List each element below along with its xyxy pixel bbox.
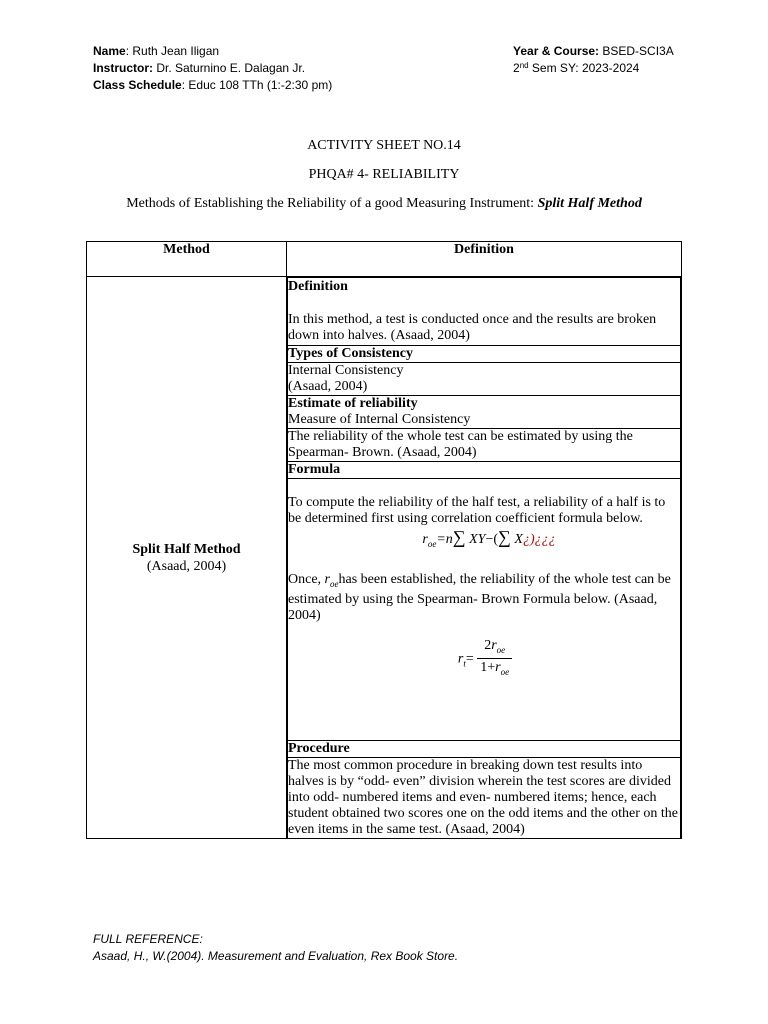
schedule-line: Class Schedule: Educ 108 TTh (1:-2:30 pm) <box>93 78 333 92</box>
method-table <box>86 241 682 839</box>
formula-intro: To compute the reliability of the half test, a reliability of a half is to be determined first using correlation coefficient formula below. <box>288 495 666 526</box>
full-reference <box>93 931 458 965</box>
activity-title: ACTIVITY SHEET NO.14 <box>307 138 461 153</box>
definition-details <box>287 277 681 838</box>
definition-heading: Definition <box>288 279 348 294</box>
table-header-row <box>87 242 682 277</box>
table-row <box>87 277 682 839</box>
spearman-brown-formula: $r_t=$ $\frac{2r_{oe}}{1+r_{oe}}$ <box>288 638 680 681</box>
column-header-method: Method <box>87 242 287 277</box>
types-value: Internal Consistency <box>288 363 404 378</box>
estimate-section <box>288 396 681 429</box>
method-cell <box>87 277 287 839</box>
definition-text: In this method, a test is conducted once and the results are broken down into halves. (Asaad, 2004) <box>288 312 657 343</box>
types-heading: Types of Consistency <box>288 346 681 363</box>
procedure-heading: Procedure <box>288 741 681 758</box>
procedure-text: The most common procedure in breaking down test results into halves is by “odd- even” division wherein the test scores are divided into odd- numbered items and even- numbered items; hence, each student obtained two scores one on the odd items and the other on the even items in the same test. (Asaad, 2004) <box>288 758 681 839</box>
types-citation: (Asaad, 2004) <box>288 379 368 394</box>
instructor-line: Instructor: Dr. Saturnino E. Dalagan Jr. <box>93 61 306 75</box>
spearman-brown-intro: Once, $r_{oe}has$ been established, the reliability of the whole test can be estimated by using the Spearman- Brown Formula below. (Asaad, 2004) <box>288 571 671 623</box>
column-header-definition: Definition <box>287 242 682 277</box>
types-section <box>288 363 681 396</box>
student-info <box>93 43 332 94</box>
name-line: Name: Ruth Jean Iligan <box>93 44 220 58</box>
year-course-line: Year & Course: BSED-SCI3A <box>513 44 674 58</box>
correlation-formula: $r_{oe}=n\sum$ XY−(∑ X¿)¿¿¿ <box>422 527 556 549</box>
semester-line: 2nd Sem SY: 2023-2024 <box>513 61 640 75</box>
method-citation: (Asaad, 2004) <box>146 558 227 574</box>
definition-cell <box>287 277 682 839</box>
reference-text: Asaad, H., W.(2004). Measurement and Evaluation, Rex Book Store. <box>93 949 459 963</box>
subtitle: Methods of Establishing the Reliability of a good Measuring Instrument: Split Half Method <box>126 196 642 211</box>
phqa-title: PHQA# 4- RELIABILITY <box>308 167 460 182</box>
definition-section <box>288 278 681 346</box>
formula-section <box>288 479 681 741</box>
fraction: $\frac{2r_{oe}}{1+r_{oe}}$ <box>477 638 512 681</box>
estimate-text: The reliability of the whole test can be estimated by using the Spearman- Brown. (Asaad, 2004) <box>288 429 681 462</box>
reference-label: FULL REFERENCE: <box>93 932 203 946</box>
formula-heading: Formula <box>288 462 681 479</box>
estimate-value: Measure of Internal Consistency <box>288 412 471 427</box>
course-info <box>513 43 674 77</box>
method-name: Split Half Method <box>132 541 241 557</box>
estimate-heading: Estimate of reliability <box>288 396 418 411</box>
